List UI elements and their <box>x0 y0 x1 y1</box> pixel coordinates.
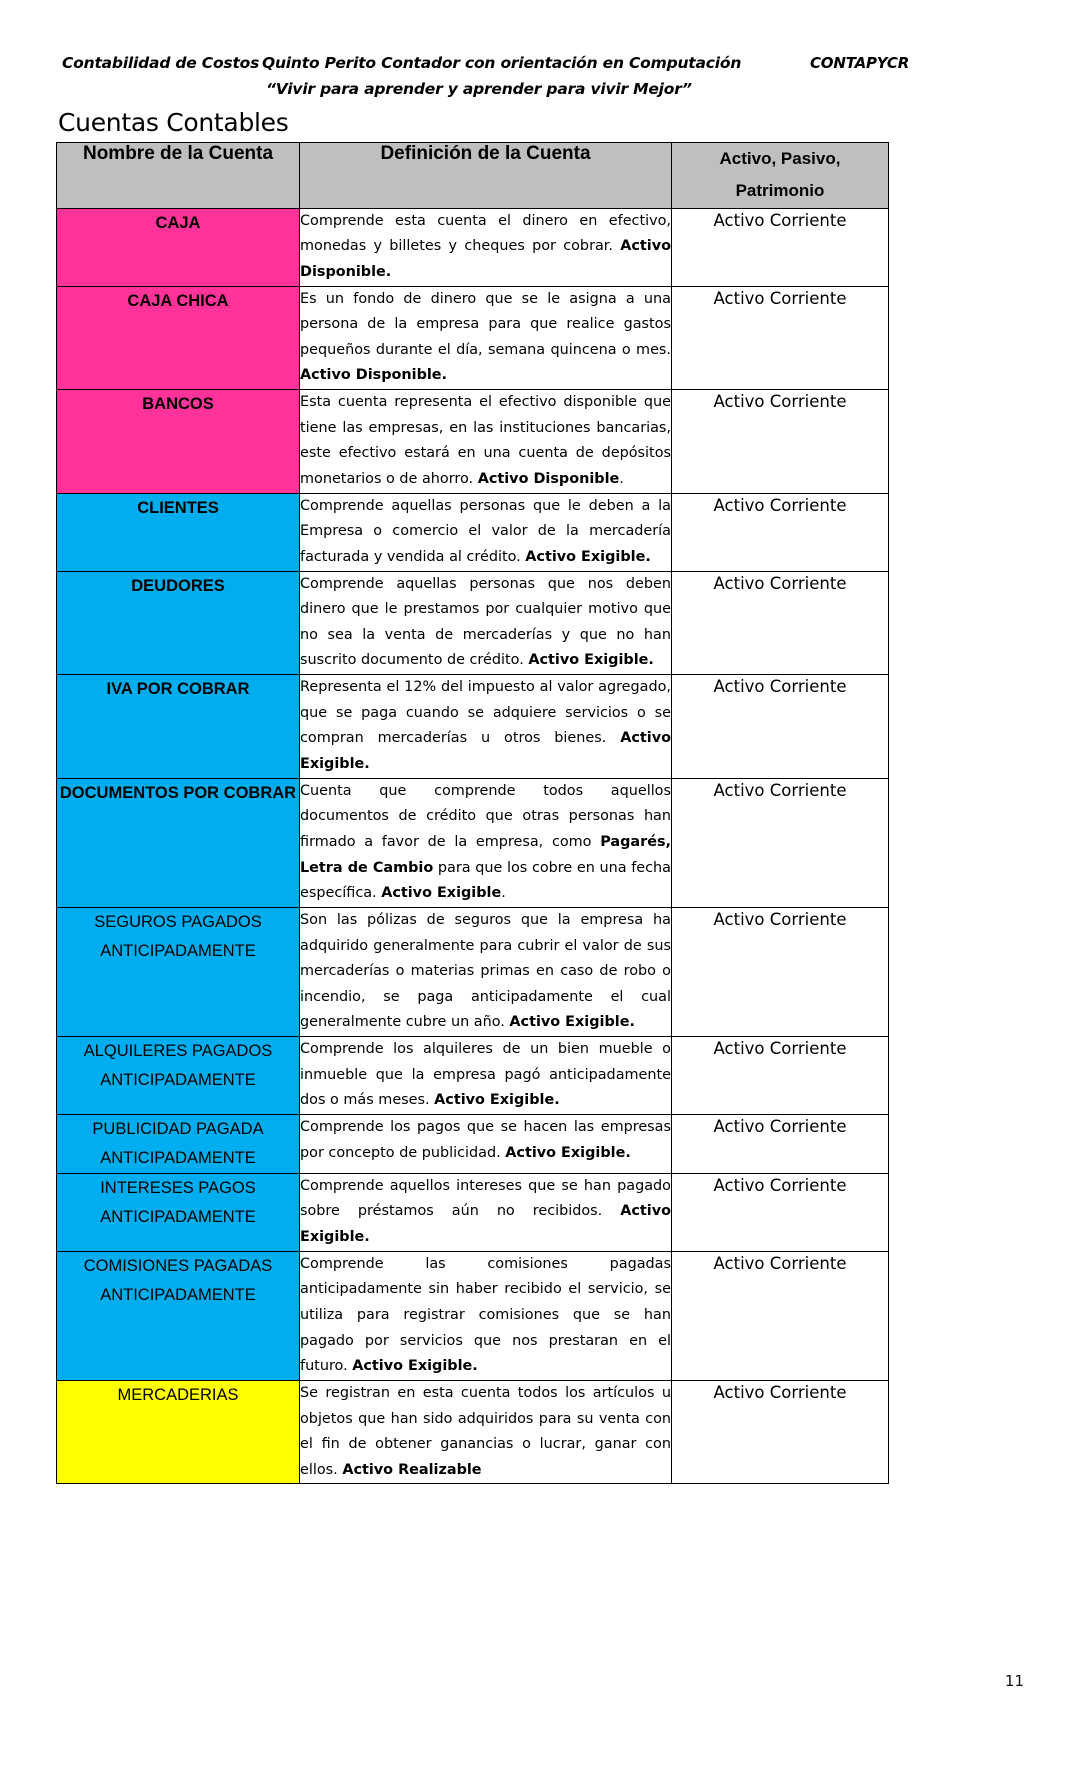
account-classification-cell: Activo Corriente <box>672 493 889 571</box>
table-row <box>57 778 889 907</box>
column-header-classification-line2: Patrimonio <box>735 181 825 201</box>
definition-emphasis: Pagarés, Letra de Cambio <box>300 833 671 876</box>
account-classification-cell: Activo Corriente <box>672 1037 889 1115</box>
table-row <box>57 208 889 286</box>
account-name-cell: ALQUILERES PAGADOS ANTICIPADAMENTE <box>57 1037 300 1115</box>
account-definition-cell: Comprende las comisiones pagadas anticipadamente sin haber recibido el servicio, se utiliza para registrar comisiones que se han pagado por servicios que nos prestaran en el futuro. Activo Exigible. <box>300 1251 672 1380</box>
definition-classification-emphasis: Activo Exigible. <box>505 1144 631 1161</box>
account-classification-cell: Activo Corriente <box>672 1251 889 1380</box>
definition-classification-emphasis: Activo Exigible. <box>525 548 651 565</box>
account-definition-cell: Se registran en esta cuenta todos los artículos u objetos que han sido adquiridos para su venta con el fin de obtener ganancias o lucrar, ganar con ellos. Activo Realizable <box>300 1380 672 1484</box>
document-header <box>0 50 1080 106</box>
account-classification-cell: Activo Corriente <box>672 390 889 494</box>
account-name-cell: DEUDORES <box>57 571 300 675</box>
definition-classification-emphasis: Activo Exigible. <box>528 652 654 669</box>
account-definition-cell: Comprende los alquileres de un bien mueble o inmueble que la empresa pagó anticipadamente dos o más meses. Activo Exigible. <box>300 1037 672 1115</box>
table-row <box>57 571 889 675</box>
account-name-cell: COMISIONES PAGADAS ANTICIPADAMENTE <box>57 1251 300 1380</box>
account-classification-cell: Activo Corriente <box>672 1115 889 1174</box>
account-definition-cell: Comprende aquellas personas que le deben a la Empresa o comercio el valor de la mercadería facturada y vendida al crédito. Activo Exigible. <box>300 493 672 571</box>
table-row <box>57 286 889 390</box>
table-header <box>57 143 889 209</box>
account-definition-cell: Comprende aquellos intereses que se han pagado sobre préstamos aún no recibidos. Activo Exigible. <box>300 1173 672 1251</box>
column-header-account-definition: Definición de la Cuenta <box>300 143 672 209</box>
header-institution-logo-text: CONTAPYCR <box>810 54 910 72</box>
column-header-classification <box>672 143 889 209</box>
account-classification-cell: Activo Corriente <box>672 571 889 675</box>
definition-classification-emphasis: Activo Exigible. <box>509 1014 635 1031</box>
account-classification-cell: Activo Corriente <box>672 675 889 779</box>
definition-classification-emphasis: Activo Exigible. <box>300 1203 671 1246</box>
definition-classification-emphasis: Activo Exigible. <box>300 730 671 773</box>
accounts-table <box>56 142 889 1484</box>
table-row <box>57 675 889 779</box>
table-body <box>57 208 889 1484</box>
account-definition-cell: Comprende los pagos que se hacen las empresas por concepto de publicidad. Activo Exigible. <box>300 1115 672 1174</box>
definition-classification-emphasis: Activo Disponible. <box>300 238 671 280</box>
table-row <box>57 1173 889 1251</box>
table-row <box>57 493 889 571</box>
account-classification-cell: Activo Corriente <box>672 208 889 286</box>
definition-classification-emphasis: Activo Realizable <box>342 1461 482 1478</box>
account-name-cell: MERCADERIAS <box>57 1380 300 1484</box>
account-name-cell: IVA POR COBRAR <box>57 675 300 779</box>
accounts-table-container <box>56 142 888 1484</box>
table-row <box>57 907 889 1036</box>
column-header-account-name: Nombre de la Cuenta <box>57 143 300 209</box>
account-classification-cell: Activo Corriente <box>672 1173 889 1251</box>
table-header-row <box>57 143 889 209</box>
table-row <box>57 390 889 494</box>
header-program-title: Quinto Perito Contador con orientación en Computación <box>262 54 742 72</box>
account-definition-cell: Esta cuenta representa el efectivo disponible que tiene las empresas, en las instituciones bancarias, este efectivo estará en una cuenta de depósitos monetarios o de ahorro. Activo Disponible. <box>300 390 672 494</box>
account-definition-cell: Es un fondo de dinero que se le asigna a una persona de la empresa para que realice gastos pequeños durante el día, semana quincena o mes. Activo Disponible. <box>300 286 672 390</box>
definition-classification-emphasis: Activo Exigible. <box>352 1358 478 1375</box>
account-classification-cell: Activo Corriente <box>672 778 889 907</box>
account-name-cell: PUBLICIDAD PAGADA ANTICIPADAMENTE <box>57 1115 300 1174</box>
header-motto: “Vivir para aprender y aprender para vivir Mejor” <box>266 80 692 98</box>
account-definition-cell: Son las pólizas de seguros que la empresa ha adquirido generalmente para cubrir el valor de sus mercaderías o materias primas en caso de robo o incendio, se paga anticipadamente el cual generalmente cubre un año. Activo Exigible. <box>300 907 672 1036</box>
account-classification-cell: Activo Corriente <box>672 286 889 390</box>
account-classification-cell: Activo Corriente <box>672 907 889 1036</box>
account-definition-cell: Comprende esta cuenta el dinero en efectivo, monedas y billetes y cheques por cobrar. Activo Disponible. <box>300 208 672 286</box>
header-course-title: Contabilidad de Costos <box>62 54 260 72</box>
definition-classification-emphasis: Activo Exigible <box>381 885 502 902</box>
definition-classification-emphasis: Activo Exigible. <box>434 1092 560 1109</box>
definition-classification-emphasis: Activo Disponible. <box>300 367 448 384</box>
table-row <box>57 1037 889 1115</box>
page-title: Cuentas Contables <box>58 108 289 137</box>
account-name-cell: INTERESES PAGOS ANTICIPADAMENTE <box>57 1173 300 1251</box>
account-name-cell: CAJA CHICA <box>57 286 300 390</box>
definition-classification-emphasis: Activo Disponible <box>477 471 620 487</box>
table-row <box>57 1380 889 1484</box>
column-header-classification-line1: Activo, Pasivo, <box>719 149 841 168</box>
account-name-cell: CLIENTES <box>57 493 300 571</box>
account-definition-cell: Cuenta que comprende todos aquellos documentos de crédito que otras personas han firmado a favor de la empresa, como Pagarés, Letra de Cambio para que los cobre en una fecha específica. Activo Exigible. <box>300 778 672 907</box>
header-top-row <box>0 50 1080 76</box>
table-row <box>57 1251 889 1380</box>
account-name-cell: DOCUMENTOS POR COBRAR <box>57 778 300 907</box>
account-name-cell: CAJA <box>57 208 300 286</box>
table-row <box>57 1115 889 1174</box>
account-definition-cell: Comprende aquellas personas que nos deben dinero que le prestamos por cualquier motivo que no sea la venta de mercaderías y que no han suscrito documento de crédito. Activo Exigible. <box>300 571 672 675</box>
account-classification-cell: Activo Corriente <box>672 1380 889 1484</box>
page-number: 11 <box>1004 1672 1024 1690</box>
account-definition-cell: Representa el 12% del impuesto al valor agregado, que se paga cuando se adquiere servicios o se compran mercaderías u otros bienes. Activo Exigible. <box>300 675 672 779</box>
account-name-cell: BANCOS <box>57 390 300 494</box>
account-name-cell: SEGUROS PAGADOS ANTICIPADAMENTE <box>57 907 300 1036</box>
